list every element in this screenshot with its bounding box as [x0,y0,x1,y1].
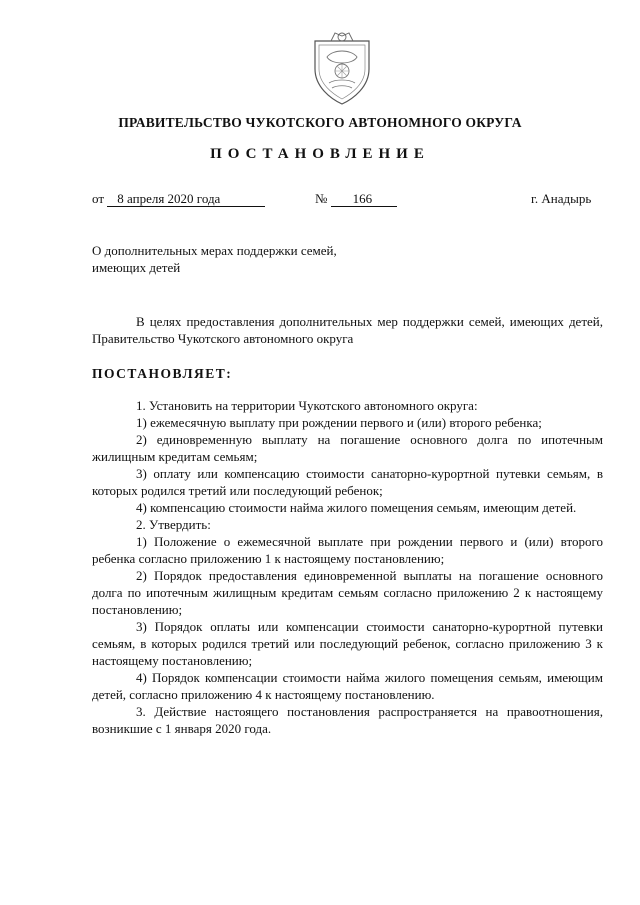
decree-subject [92,242,337,276]
body-paragraph: 3) Порядок оплаты или компенсации стоимости санаторно-курортной путевки семьям, в которых родился третий или последующий ребенок, согласно приложению 3 к настоящему постановлению; [92,619,603,668]
preamble-text: В целях предоставления дополнительных мер поддержки семей, имеющих детей, Правительство Чукотского автономного округа [92,314,603,346]
subject-line: имеющих детей [92,260,181,275]
body-paragraph: 2. Утвердить: [136,517,211,532]
decree-date: 8 апреля 2020 года [107,192,265,207]
body-paragraph: 3. Действие настоящего постановления распространяется на правоотношения, возникшие с 1 января 2020 года. [92,704,603,736]
decree-city: г. Анадырь [531,191,592,206]
body-paragraph: 2) Порядок предоставления единовременной выплаты на погашение основного долга по ипотечным жилищным кредитам семьям согласно приложению 2 к настоящему постановлению; [92,568,603,617]
decree-number: 166 [331,192,397,207]
government-title: ПРАВИТЕЛЬСТВО ЧУКОТСКОГО АВТОНОМНОГО ОКРУГА [118,115,522,130]
body-paragraph: 4) Порядок компенсации стоимости найма жилого помещения семьям, имеющим детей, согласно приложению 4 к настоящему постановлению. [92,670,603,702]
resolve-heading: ПОСТАНОВЛЯЕТ: [92,366,233,381]
decree-body [92,397,603,737]
number-label: № [315,191,328,206]
document-type-title: ПОСТАНОВЛЕНИЕ [210,146,430,162]
subject-line: О дополнительных мерах поддержки семей, [92,243,337,258]
body-paragraph: 2) единовременную выплату на погашение основного долга по ипотечным жилищным кредитам семьям; [92,432,603,464]
body-paragraph: 1) Положение о ежемесячной выплате при рождении первого и (или) второго ребенка согласно приложению 1 к настоящему постановлению; [92,534,603,566]
number-block [315,191,397,207]
preamble [92,313,603,347]
coat-of-arms-icon [305,27,379,107]
body-paragraph: 1. Установить на территории Чукотского автономного округа: [136,398,478,413]
date-label: от [92,191,105,206]
date-block [92,191,265,207]
body-paragraph: 4) компенсацию стоимости найма жилого помещения семьям, имеющим детей. [136,500,577,515]
body-paragraph: 1) ежемесячную выплату при рождении первого и (или) второго ребенка; [136,415,542,430]
body-paragraph: 3) оплату или компенсацию стоимости санаторно-курортной путевки семьям, в которых родился третий или последующий ребенок; [92,466,603,498]
